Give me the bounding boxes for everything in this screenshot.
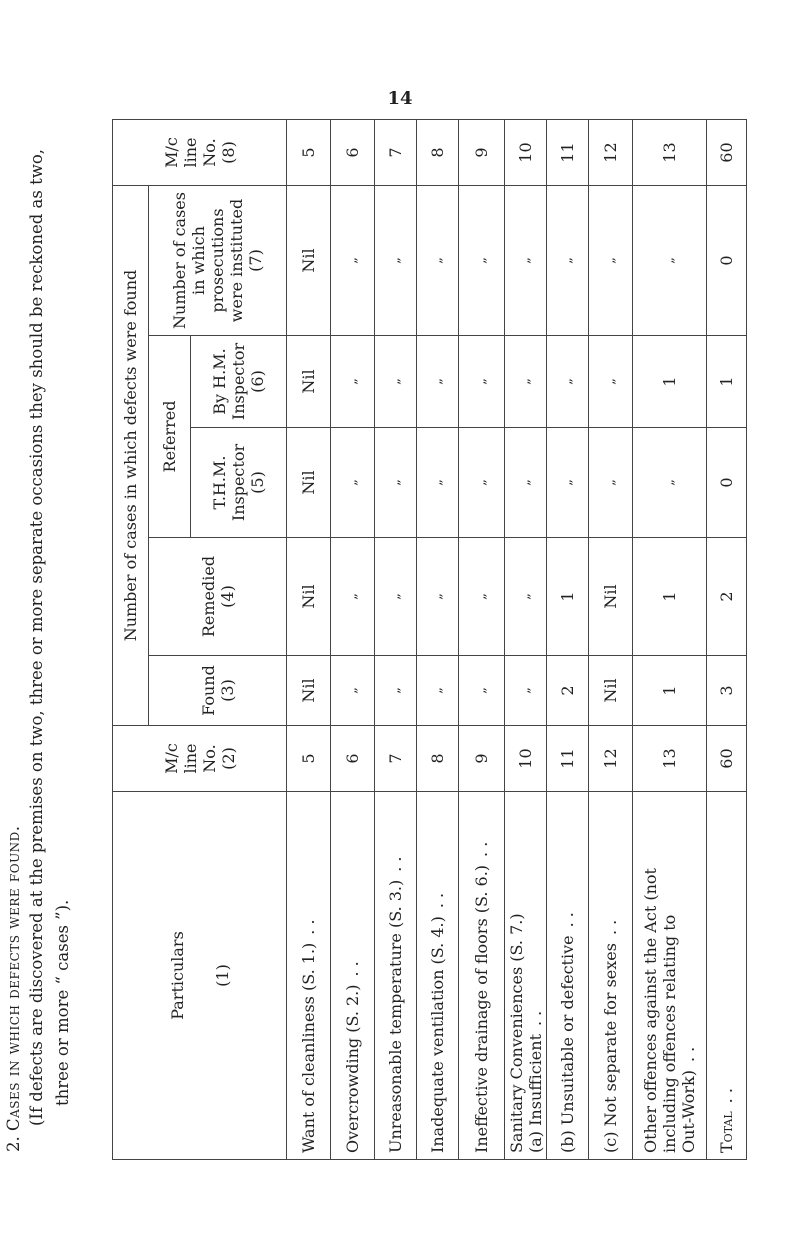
row-particulars: Sanitary Conveniences (S. 7.) (a) Insufficient. . bbox=[505, 792, 547, 1160]
table-row bbox=[589, 120, 633, 1160]
cell-hm: „ bbox=[459, 336, 505, 428]
cell-line2: 9 bbox=[459, 120, 505, 186]
mc-line-header-2: M/c line No. (8) bbox=[113, 120, 287, 186]
cell-found: „ bbox=[375, 656, 417, 726]
section-note-line-1: (If defects are discovered at the premises on two, three or more separate occasions they should be reckoned as two, bbox=[27, 148, 46, 1126]
cell-pros: „ bbox=[375, 186, 417, 336]
cell-remedied: 1 bbox=[633, 538, 707, 656]
cell-pros: „ bbox=[417, 186, 459, 336]
cell-remedied: Nil bbox=[589, 538, 633, 656]
cell-remedied: 1 bbox=[547, 538, 589, 656]
cell-found: Nil bbox=[287, 656, 331, 726]
defects-table bbox=[112, 119, 747, 1160]
thm-inspector-header: T.H.M. Inspector (5) bbox=[191, 428, 287, 538]
cell-line2: 5 bbox=[287, 120, 331, 186]
section-title: Cases in which defects were found. bbox=[4, 825, 23, 1131]
section-heading bbox=[4, 92, 76, 1152]
table-row bbox=[505, 120, 547, 1160]
table-row bbox=[375, 120, 417, 1160]
cell-hm: „ bbox=[505, 336, 547, 428]
cell-line: 13 bbox=[633, 726, 707, 792]
row-particulars: Unreasonable temperature (S. 3.). . bbox=[375, 792, 417, 1160]
cell-line2: 10 bbox=[505, 120, 547, 186]
cell-thm: „ bbox=[417, 428, 459, 538]
cell-line2: 60 bbox=[707, 120, 747, 186]
table-row bbox=[633, 120, 707, 1160]
cell-remedied: „ bbox=[375, 538, 417, 656]
cell-line2: 6 bbox=[331, 120, 375, 186]
cell-thm: „ bbox=[459, 428, 505, 538]
cell-line: 12 bbox=[589, 726, 633, 792]
table-row bbox=[287, 120, 331, 1160]
found-header: Found (3) bbox=[149, 656, 287, 726]
page-number: 14 bbox=[387, 88, 413, 109]
cell-found: Nil bbox=[589, 656, 633, 726]
cell-line: 5 bbox=[287, 726, 331, 792]
cell-thm: „ bbox=[547, 428, 589, 538]
cell-line2: 7 bbox=[375, 120, 417, 186]
cell-line: 7 bbox=[375, 726, 417, 792]
row-particulars: Inadequate ventilation (S. 4.). . bbox=[417, 792, 459, 1160]
cell-line2: 8 bbox=[417, 120, 459, 186]
cell-found: „ bbox=[417, 656, 459, 726]
table-row bbox=[331, 120, 375, 1160]
cell-line2: 12 bbox=[589, 120, 633, 186]
cell-remedied: „ bbox=[331, 538, 375, 656]
cell-pros: „ bbox=[589, 186, 633, 336]
particulars-header: Particulars (1) bbox=[113, 792, 287, 1160]
cell-hm: „ bbox=[547, 336, 589, 428]
cell-remedied: Nil bbox=[287, 538, 331, 656]
cell-remedied: „ bbox=[459, 538, 505, 656]
table-body bbox=[287, 120, 747, 1160]
cell-found: 2 bbox=[547, 656, 589, 726]
row-particulars: Other offences against the Act (not including offences relating to Out-Work). . bbox=[633, 792, 707, 1160]
cell-found: 3 bbox=[707, 656, 747, 726]
cell-remedied: 2 bbox=[707, 538, 747, 656]
cell-thm: Nil bbox=[287, 428, 331, 538]
table-row bbox=[459, 120, 505, 1160]
row-particulars: Total. . bbox=[707, 792, 747, 1160]
hm-inspector-header: By H.M. Inspector (6) bbox=[191, 336, 287, 428]
referred-header: Referred bbox=[149, 336, 191, 538]
section-note-line-2: three or more “ cases ”). bbox=[53, 899, 72, 1106]
cell-found: „ bbox=[459, 656, 505, 726]
cell-hm: 1 bbox=[633, 336, 707, 428]
cell-thm: „ bbox=[589, 428, 633, 538]
cell-thm: „ bbox=[505, 428, 547, 538]
cell-thm: „ bbox=[331, 428, 375, 538]
table-row bbox=[707, 120, 747, 1160]
cell-line: 11 bbox=[547, 726, 589, 792]
cell-line2: 11 bbox=[547, 120, 589, 186]
cell-found: „ bbox=[505, 656, 547, 726]
row-particulars: (b) Unsuitable or defective. . bbox=[547, 792, 589, 1160]
cell-pros: 0 bbox=[707, 186, 747, 336]
cell-hm: „ bbox=[589, 336, 633, 428]
rotated-table-page bbox=[0, 80, 736, 1160]
remedied-header: Remedied (4) bbox=[149, 538, 287, 656]
cell-pros: „ bbox=[505, 186, 547, 336]
cell-thm: „ bbox=[633, 428, 707, 538]
prosecutions-header: Number of cases in which prosecutions were instituted (7) bbox=[149, 186, 287, 336]
cell-hm: „ bbox=[417, 336, 459, 428]
cell-pros: „ bbox=[547, 186, 589, 336]
cell-pros: „ bbox=[331, 186, 375, 336]
row-particulars: (c) Not separate for sexes. . bbox=[589, 792, 633, 1160]
cell-found: 1 bbox=[633, 656, 707, 726]
cell-pros: „ bbox=[633, 186, 707, 336]
cell-line: 10 bbox=[505, 726, 547, 792]
cases-group-header: Number of cases in which defects were found bbox=[113, 186, 149, 726]
cell-line2: 13 bbox=[633, 120, 707, 186]
cell-remedied: „ bbox=[417, 538, 459, 656]
mc-line-header: M/c line No. (2) bbox=[113, 726, 287, 792]
row-particulars: Overcrowding (S. 2.). . bbox=[331, 792, 375, 1160]
table-row bbox=[417, 120, 459, 1160]
cell-remedied: „ bbox=[505, 538, 547, 656]
table-row bbox=[547, 120, 589, 1160]
cell-thm: „ bbox=[375, 428, 417, 538]
cell-hm: „ bbox=[331, 336, 375, 428]
cell-thm: 0 bbox=[707, 428, 747, 538]
cell-line: 6 bbox=[331, 726, 375, 792]
cell-found: „ bbox=[331, 656, 375, 726]
cell-line: 60 bbox=[707, 726, 747, 792]
cell-pros: Nil bbox=[287, 186, 331, 336]
cell-line: 8 bbox=[417, 726, 459, 792]
row-particulars: Want of cleanliness (S. 1.). . bbox=[287, 792, 331, 1160]
row-particulars: Ineffective drainage of floors (S. 6.). . bbox=[459, 792, 505, 1160]
section-number: 2. bbox=[4, 1136, 23, 1152]
cell-hm: Nil bbox=[287, 336, 331, 428]
cell-hm: 1 bbox=[707, 336, 747, 428]
cell-hm: „ bbox=[375, 336, 417, 428]
cell-pros: „ bbox=[459, 186, 505, 336]
cell-line: 9 bbox=[459, 726, 505, 792]
